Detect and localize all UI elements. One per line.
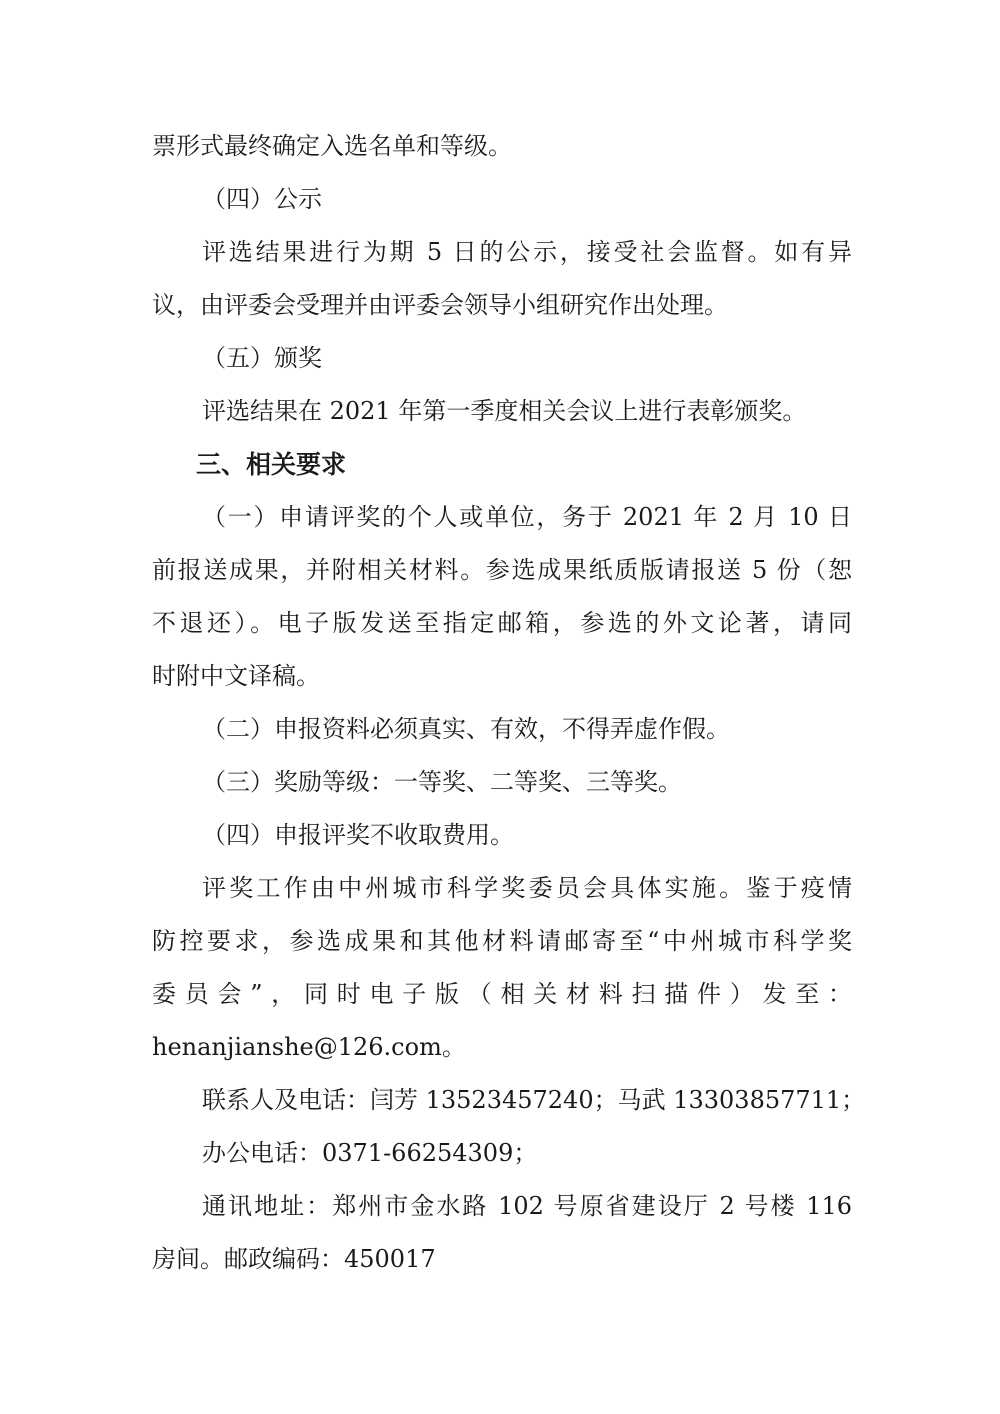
paragraph-line: 评选结果进行为期 5 日的公示，接受社会监督。如有异 <box>202 238 852 266</box>
contact-phones: 联系人及电话：闫芳 13523457240；马武 13303857711； <box>202 1086 866 1114</box>
paragraph-line: （四）申报评奖不收取费用。 <box>202 821 514 849</box>
paragraph-line: 票形式最终确定入选名单和等级。 <box>152 132 512 160</box>
paragraph-line: 议，由评委会受理并由评委会领导小组研究作出处理。 <box>152 291 728 319</box>
paragraph-line: 防控要求，参选成果和其他材料请邮寄至“中州城市科学奖 <box>152 927 852 955</box>
paragraph-line: （一）申请评奖的个人或单位，务于 2021 年 2 月 10 日 <box>202 503 852 531</box>
paragraph-line: 评奖工作由中州城市科学奖委员会具体实施。鉴于疫情 <box>202 874 852 902</box>
section-subheading-award: （五）颁奖 <box>202 344 322 372</box>
paragraph-line: 不退还）。电子版发送至指定邮箱，参选的外文论著，请同 <box>152 609 852 637</box>
section-subheading-publicity: （四）公示 <box>202 185 322 213</box>
paragraph-line: 评选结果在 2021 年第一季度相关会议上进行表彰颁奖。 <box>202 397 807 425</box>
paragraph-line: 时附中文译稿。 <box>152 662 320 690</box>
paragraph-line: （二）申报资料必须真实、有效，不得弄虚作假。 <box>202 715 730 743</box>
mailing-address: 通讯地址：郑州市金水路 102 号原省建设厅 2 号楼 116 <box>202 1192 852 1220</box>
email-address: henanjianshe@126.com。 <box>152 1033 466 1061</box>
section-heading-requirements: 三、相关要求 <box>196 450 347 479</box>
postal-code: 房间。邮政编码：450017 <box>152 1245 436 1273</box>
paragraph-line: 委员会”，同时电子版（相关材料扫描件）发至： <box>152 980 852 1008</box>
paragraph-line: （三）奖励等级：一等奖、二等奖、三等奖。 <box>202 768 682 796</box>
paragraph-line: 前报送成果，并附相关材料。参选成果纸质版请报送 5 份（恕 <box>152 556 852 584</box>
office-phone: 办公电话：0371-66254309； <box>202 1139 538 1167</box>
document-body <box>152 120 866 1286</box>
